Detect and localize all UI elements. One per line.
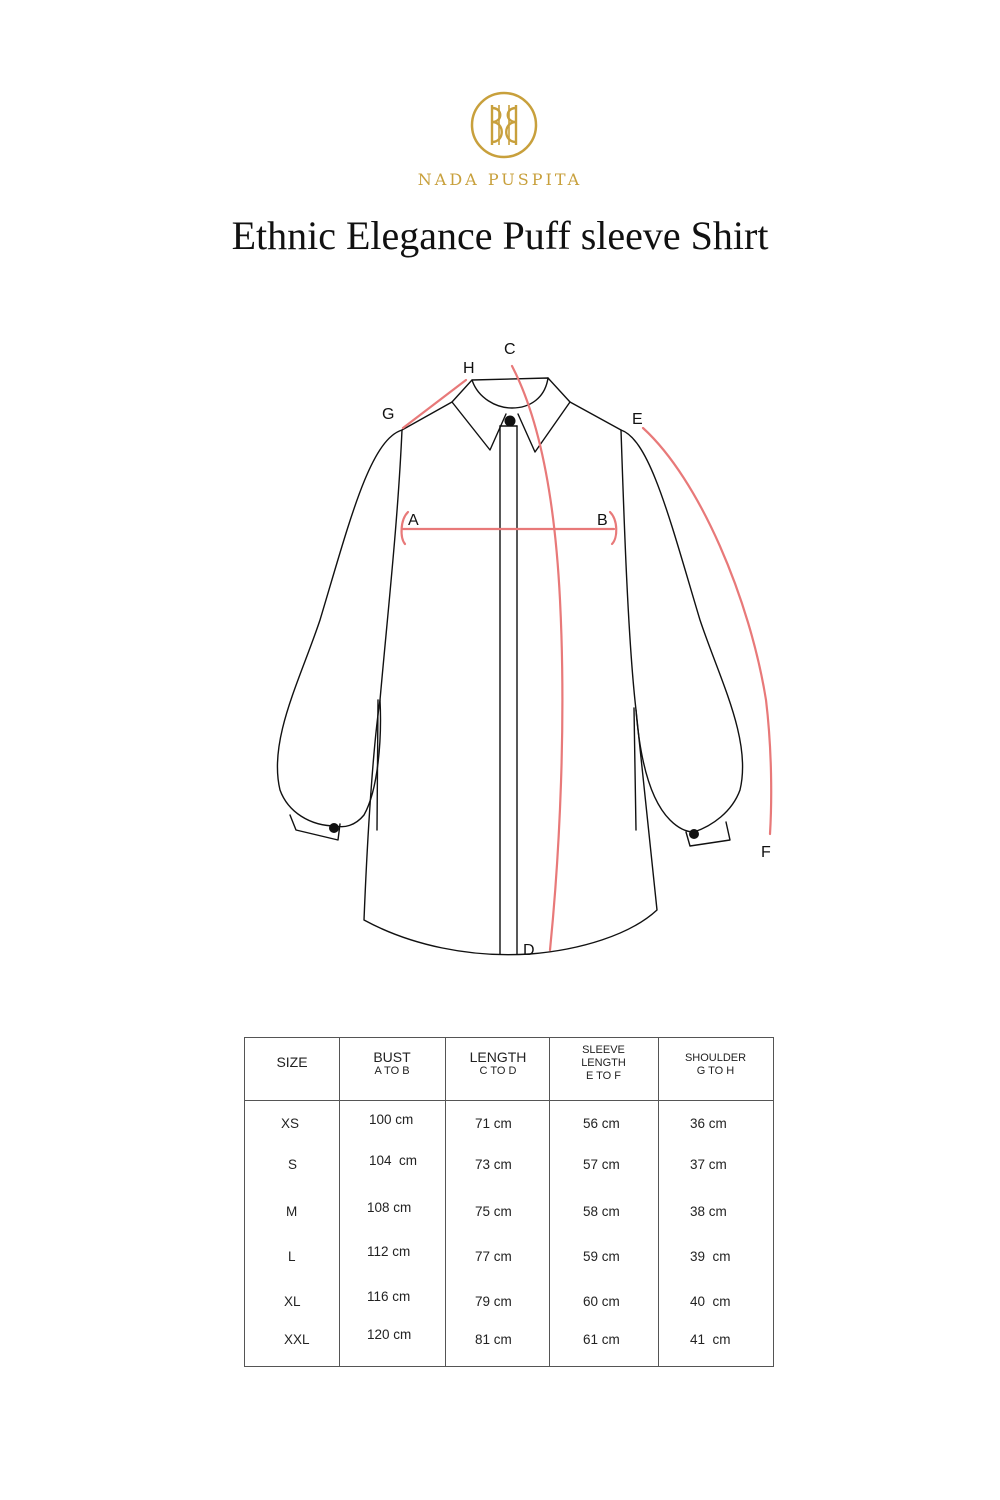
sleeve-length-cell: 57 cm xyxy=(583,1157,620,1172)
size-cell: L xyxy=(288,1249,296,1264)
bust-cell: 104 cm xyxy=(369,1153,418,1168)
bust-cell: 116 cm xyxy=(367,1289,411,1304)
point-label-d: D xyxy=(523,942,535,959)
sleeve-length-cell: 59 cm xyxy=(583,1249,620,1264)
length-cell: 73 cm xyxy=(475,1157,512,1172)
left-cuff-button-icon xyxy=(329,823,339,833)
shoulder-cell: 40 cm xyxy=(690,1294,731,1309)
bust-cell: 108 cm xyxy=(367,1200,412,1215)
size-cell: XL xyxy=(284,1294,301,1309)
collar-button-icon xyxy=(505,416,516,427)
measurement-lines xyxy=(402,366,772,950)
size-cell: M xyxy=(286,1204,298,1219)
point-label-c: C xyxy=(504,341,516,358)
column-header-length: LENGTH C TO D xyxy=(469,1049,527,1077)
shoulder-cell: 39 cm xyxy=(690,1249,731,1264)
length-cell: 75 cm xyxy=(475,1204,512,1219)
length-cell: 81 cm xyxy=(475,1332,512,1347)
right-cuff-button-icon xyxy=(689,829,699,839)
point-label-e: E xyxy=(632,411,643,428)
sleeve-length-cell: 61 cm xyxy=(583,1332,620,1347)
size-cell: S xyxy=(288,1157,298,1172)
sleeve-length-cell: 58 cm xyxy=(583,1204,620,1219)
sleeve-length-cell: 60 cm xyxy=(583,1294,620,1309)
shirt-outline-icon xyxy=(277,378,742,955)
shoulder-line xyxy=(403,380,466,428)
table-divider xyxy=(549,1038,550,1366)
brand-name: NADA PUSPITA xyxy=(417,170,583,189)
sleeve-length-line xyxy=(643,428,771,834)
shoulder-cell: 41 cm xyxy=(690,1332,731,1347)
point-label-b: B xyxy=(597,512,608,529)
size-cell: XXL xyxy=(284,1332,310,1347)
length-line xyxy=(512,366,562,950)
shoulder-cell: 36 cm xyxy=(690,1116,727,1131)
shoulder-cell: 37 cm xyxy=(690,1157,727,1172)
sleeve-length-cell: 56 cm xyxy=(583,1116,620,1131)
bust-cell: 100 cm xyxy=(369,1112,414,1127)
point-label-a: A xyxy=(408,512,419,529)
table-divider xyxy=(339,1038,340,1366)
table-divider xyxy=(445,1038,446,1366)
table-divider xyxy=(245,1100,773,1101)
column-header-sleeve-length: SLEEVE LENGTH E TO F xyxy=(581,1044,626,1082)
bust-cell: 120 cm xyxy=(367,1327,412,1342)
length-cell: 77 cm xyxy=(475,1249,512,1264)
length-cell: 71 cm xyxy=(475,1116,512,1131)
column-header-size: SIZE xyxy=(276,1054,308,1070)
column-header-shoulder: SHOULDER G TO H xyxy=(684,1052,747,1077)
table-divider xyxy=(658,1038,659,1366)
page-title: Ethnic Elegance Puff sleeve Shirt xyxy=(231,213,769,258)
column-header-bust: BUST A TO B xyxy=(373,1049,411,1077)
point-label-h: H xyxy=(463,360,475,377)
length-cell: 79 cm xyxy=(475,1294,512,1309)
size-cell: XS xyxy=(281,1116,300,1131)
bust-cell: 112 cm xyxy=(367,1244,411,1259)
point-label-f: F xyxy=(761,844,771,861)
point-label-g: G xyxy=(382,406,395,423)
size-chart-table xyxy=(244,1037,774,1367)
shoulder-cell: 38 cm xyxy=(690,1204,727,1219)
